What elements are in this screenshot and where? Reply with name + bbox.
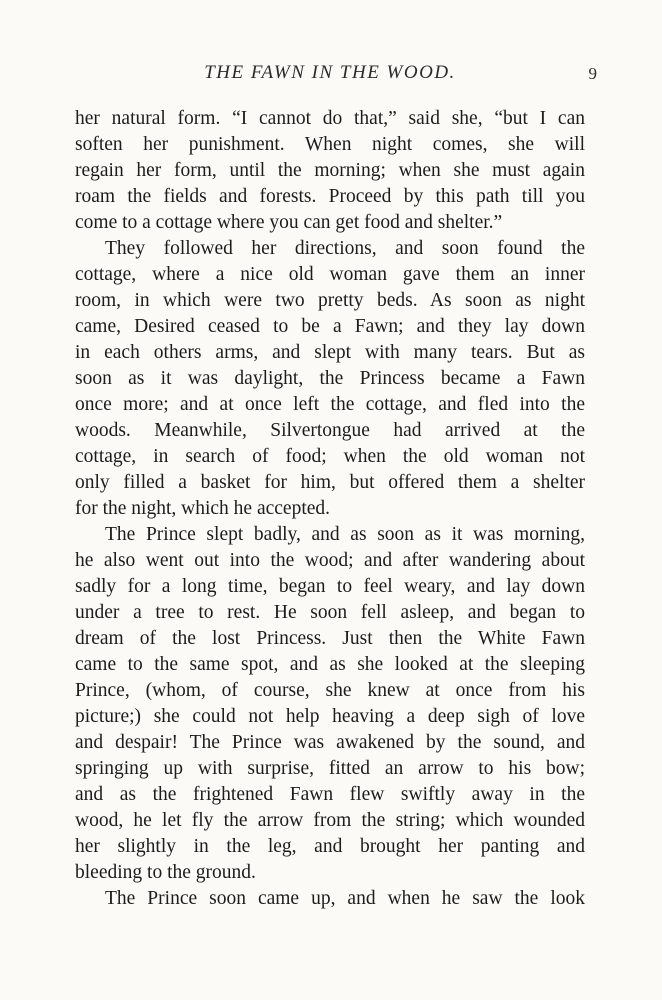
text-line: in each others arms, and slept with many tears. But as [75, 342, 585, 363]
text-line: bleeding to the ground. [75, 862, 256, 883]
text-line: roam the fields and forests. Proceed by this path till you [75, 186, 585, 207]
running-head: THE FAWN IN THE WOOD. [204, 62, 456, 83]
text-line: only filled a basket for him, but offered them a shelter [75, 472, 585, 493]
text-line: soften her punishment. When night comes, she will [75, 134, 585, 155]
text-line: room, in which were two pretty beds. As soon as night [75, 290, 585, 311]
text-line: The Prince soon came up, and when he saw the look [105, 888, 585, 909]
text-line: Prince, (whom, of course, she knew at once from his [75, 680, 585, 701]
body-text [75, 106, 585, 912]
text-line: once more; and at once left the cottage, and fled into the [75, 394, 585, 415]
text-line: and despair! The Prince was awakened by the sound, and [75, 732, 585, 753]
text-line: springing up with surprise, fitted an arrow to his bow; [75, 758, 585, 779]
text-line: picture;) she could not help heaving a deep sigh of love [75, 706, 585, 727]
page-number: 9 [588, 64, 597, 83]
text-line: They followed her directions, and soon found the [105, 238, 585, 259]
text-line: woods. Meanwhile, Silvertongue had arrived at the [75, 420, 585, 441]
text-line: wood, he let fly the arrow from the string; which wounded [75, 810, 585, 831]
text-line: he also went out into the wood; and after wandering about [75, 550, 585, 571]
text-line: and as the frightened Fawn flew swiftly away in the [75, 784, 585, 805]
page-header [75, 62, 597, 90]
text-line: sadly for a long time, began to feel weary, and lay down [75, 576, 585, 597]
text-line: under a tree to rest. He soon fell asleep, and began to [75, 602, 585, 623]
text-line: for the night, which he accepted. [75, 498, 331, 519]
text-line: dream of the lost Princess. Just then the White Fawn [75, 628, 585, 649]
text-line: her natural form. “I cannot do that,” said she, “but I can [75, 108, 585, 129]
text-line: came to the same spot, and as she looked at the sleeping [75, 654, 585, 675]
text-line: The Prince slept badly, and as soon as it was morning, [105, 524, 585, 545]
text-line: her slightly in the leg, and brought her panting and [75, 836, 585, 857]
text-line: soon as it was daylight, the Princess became a Fawn [75, 368, 585, 389]
text-line: come to a cottage where you can get food and shelter.” [75, 212, 503, 233]
text-line: came, Desired ceased to be a Fawn; and they lay down [75, 316, 585, 337]
text-line: cottage, where a nice old woman gave them an inner [75, 264, 585, 285]
text-line: cottage, in search of food; when the old woman not [75, 446, 585, 467]
text-line: regain her form, until the morning; when she must again [75, 160, 585, 181]
